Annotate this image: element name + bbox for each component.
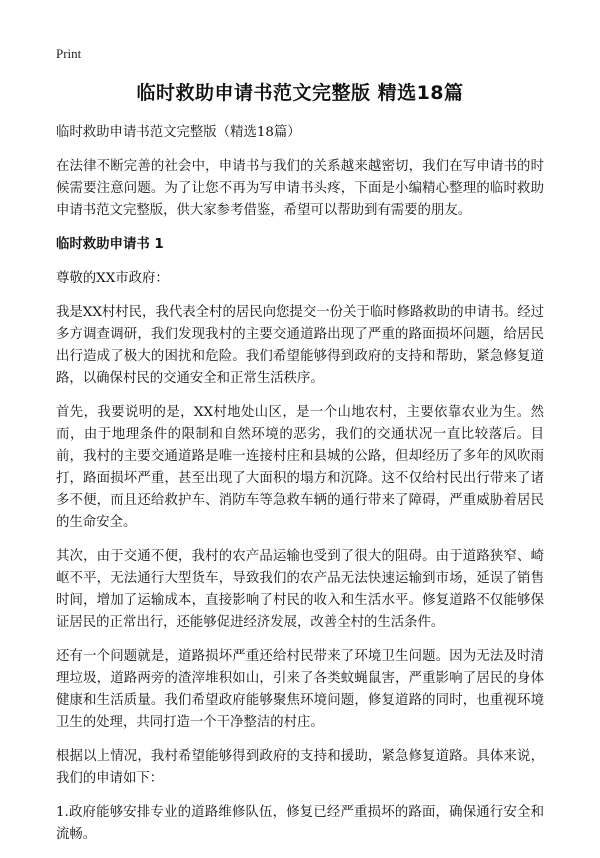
intro-paragraph: 在法律不断完善的社会中，申请书与我们的关系越来越密切，我们在写申请书的时候需要注意问题。为了让您不再为写申请书头疼，下面是小编精心整理的临时救助申请书范文完整版，供大家参考借鉴，希望可以帮助到有需要的朋友。: [56, 159, 544, 218]
body-paragraph: 首先，我要说明的是，XX村地处山区，是一个山地农村，主要依靠农业为生。然而，由于地理条件的限制和自然环境的恶劣，我们的交通状况一直比较落后。目前，我村的主要交通道路是唯一连接村庄和县城的公路，但却经历了多年的风吹雨打，路面损坏严重，甚至出现了大面积的塌方和沉降。这不仅给村民出行带来了诸多不便，而且还给救护车、消防车等急救车辆的通行带来了障碍，严重威胁着居民的生命安全。: [56, 405, 544, 530]
document-body: [56, 122, 544, 858]
document-subtitle: 临时救助申请书范文完整版（精选18篇）: [56, 125, 301, 140]
request-item: 1.政府能够安排专业的道路维修队伍，修复已经严重损坏的路面，确保通行安全和流畅。: [56, 805, 544, 842]
body-paragraph: 还有一个问题就是，道路损坏严重还给村民带来了环境卫生问题。因为无法及时清理垃圾，道路两旁的渣滓堆积如山，引来了各类蚊蝇鼠害，严重影响了居民的身体健康和生活质量。我们希望政府能够聚焦环境问题，修复道路的同时，也重视环境卫生的处理，共同打造一个干净整洁的村庄。: [56, 649, 544, 730]
body-paragraph: 根据以上情况，我村希望能够得到政府的支持和援助，紧急修复道路。具体来说，我们的申请如下：: [56, 749, 544, 786]
print-label: Print: [56, 46, 82, 61]
section-heading: 临时救助申请书 1: [56, 237, 164, 252]
salutation: 尊敬的XX市政府：: [56, 271, 169, 286]
document-title: 临时救助申请书范文完整版 精选18篇: [136, 82, 464, 104]
body-paragraph: 我是XX村村民，我代表全村的居民向您提交一份关于临时修路救助的申请书。经过多方调查调研，我们发现我村的主要交通道路出现了严重的路面损坏问题，给居民出行造成了极大的困扰和危险。我们希望能够得到政府的支持和帮助，紧急修复道路，以确保村民的交通安全和正常生活秩序。: [56, 305, 544, 386]
body-paragraph: 其次，由于交通不便，我村的农产品运输也受到了很大的阻碍。由于道路狭窄、崎岖不平，无法通行大型货车，导致我们的农产品无法快速运输到市场，延误了销售时间，增加了运输成本，直接影响了村民的收入和生活水平。修复道路不仅能够保证居民的正常出行，还能够促进经济发展，改善全村的生活条件。: [56, 549, 544, 630]
